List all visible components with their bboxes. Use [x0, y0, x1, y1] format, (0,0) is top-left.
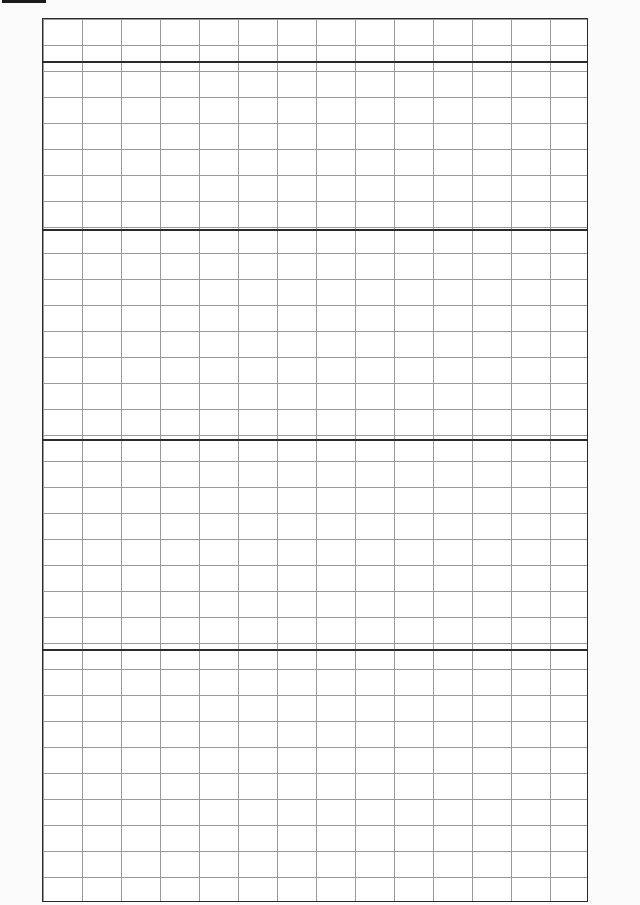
table-section-rule	[43, 61, 587, 63]
rotated-data-table	[42, 18, 588, 902]
table-section-rule	[43, 649, 587, 651]
table-section-rule	[43, 229, 587, 231]
corner-marker	[2, 0, 46, 3]
table-section-rule	[43, 439, 587, 441]
